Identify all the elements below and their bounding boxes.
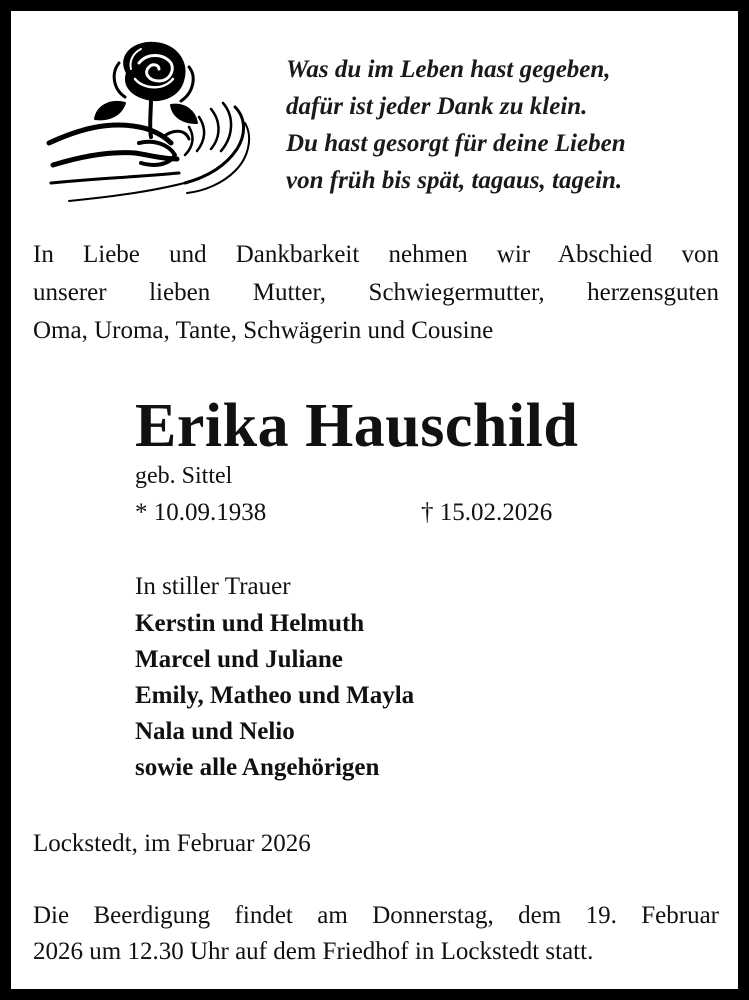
mourning-heading: In stiller Trauer bbox=[135, 573, 291, 600]
poem-line: von früh bis spät, tagaus, tagein. bbox=[286, 167, 623, 194]
memorial-poem bbox=[286, 51, 626, 199]
birth-date: * 10.09.1938 bbox=[135, 499, 267, 526]
farewell-intro bbox=[33, 236, 719, 350]
poem-line: dafür ist jeder Dank zu klein. bbox=[286, 93, 588, 120]
mourners-list bbox=[135, 606, 414, 786]
deceased-name: Erika Hauschild bbox=[135, 392, 579, 460]
intro-line: unserer lieben Mutter, Schwiegermutter, herzensguten bbox=[33, 279, 719, 306]
rose-in-hands-icon bbox=[39, 33, 259, 213]
mourner-entry: Marcel und Juliane bbox=[135, 646, 343, 673]
mourner-entry: Kerstin und Helmuth bbox=[135, 610, 365, 637]
mourner-entry: Emily, Matheo und Mayla bbox=[135, 682, 415, 709]
mourner-entry: sowie alle Angehörigen bbox=[135, 754, 380, 781]
funeral-line: 2026 um 12.30 Uhr auf dem Friedhof in Lockstedt statt. bbox=[33, 938, 594, 965]
birth-name: geb. Sittel bbox=[135, 463, 233, 489]
poem-line: Was du im Leben hast gegeben, bbox=[286, 56, 611, 83]
intro-line: Oma, Uroma, Tante, Schwägerin und Cousine bbox=[33, 317, 494, 344]
poem-line: Du hast gesorgt für deine Lieben bbox=[286, 130, 626, 157]
intro-line: In Liebe und Dankbarkeit nehmen wir Abschied von bbox=[33, 241, 719, 268]
place-and-date: Lockstedt, im Februar 2026 bbox=[33, 830, 311, 857]
funeral-notice bbox=[33, 898, 719, 970]
mourner-entry: Nala und Nelio bbox=[135, 718, 295, 745]
death-date: † 15.02.2026 bbox=[421, 499, 553, 526]
funeral-line: Die Beerdigung findet am Donnerstag, dem 19. Februar bbox=[33, 902, 719, 929]
